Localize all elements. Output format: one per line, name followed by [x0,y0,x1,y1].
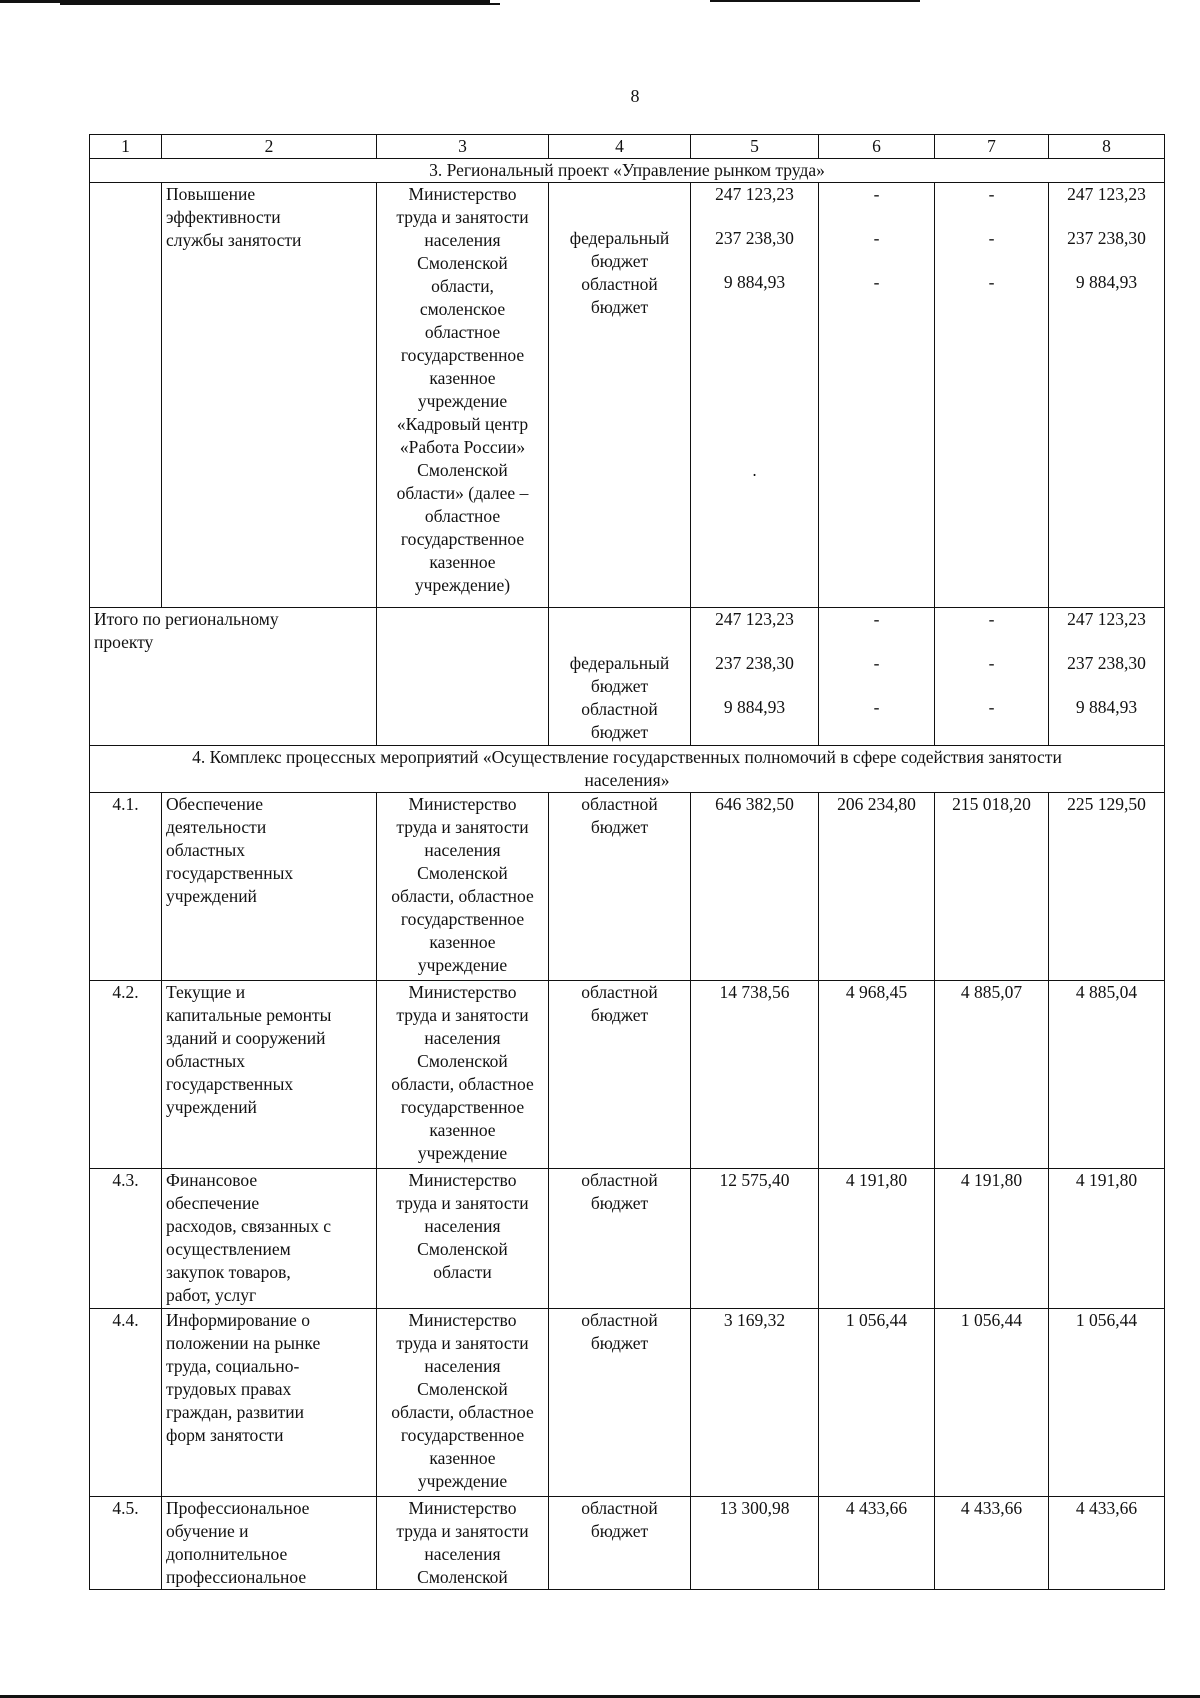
amount-col-7: - - - [935,183,1049,608]
amount-col-5: 247 123,23 237 238,30 9 884,93 [691,608,819,746]
executor: Министерство труда и занятости населения Смоленской области, областное государственное казенное учреждение [377,1309,549,1497]
amount-col-6: - - - [819,183,935,608]
amount-col-7: 215 018,20 [935,793,1049,981]
table-row [90,1497,1165,1590]
row-number [90,183,162,608]
scan-edge-top [0,0,1200,6]
funding-source: областной бюджет [549,1169,691,1309]
header-row [90,135,1165,159]
section-4-title: 4. Комплекс процессных мероприятий «Осуществление государственных полномочий в сфере содействия занятости населения» [90,746,1165,793]
section-4-title-row [90,746,1165,793]
amount-col-8: 247 123,23 237 238,30 9 884,93 [1049,183,1165,608]
executor: Министерство труда и занятости населения Смоленской области, смоленское областное государственное казенное учреждение «Кадровый центр «Работа России» Смоленской области» (далее – областное государственное казенное учреждение) [377,183,549,608]
scan-edge-bottom [0,1692,1200,1698]
funding-source: областной бюджет [549,981,691,1169]
measure-name: Финансовое обеспечение расходов, связанных с осуществлением закупок товаров, работ, услуг [162,1169,377,1309]
header-col-5: 5 [691,135,819,159]
amount-col-7: 4 433,66 [935,1497,1049,1590]
budget-table [89,134,1165,1590]
amount-col-8: 1 056,44 [1049,1309,1165,1497]
row-number: 4.1. [90,793,162,981]
funding-source: федеральный бюджет областной бюджет [549,608,691,746]
amount-col-6: 4 968,45 [819,981,935,1169]
header-col-7: 7 [935,135,1049,159]
amount-col-8: 225 129,50 [1049,793,1165,981]
amount-col-8: 4 191,80 [1049,1169,1165,1309]
executor: Министерство труда и занятости населения Смоленской области, областное государственное казенное учреждение [377,793,549,981]
measure-name: Информирование о положении на рынке труда, социально- трудовых правах граждан, развитии форм занятости [162,1309,377,1497]
amount-col-8: 4 433,66 [1049,1497,1165,1590]
header-col-8: 8 [1049,135,1165,159]
amount-col-5: 12 575,40 [691,1169,819,1309]
measure-name: Повышение эффективности службы занятости [162,183,377,608]
header-col-6: 6 [819,135,935,159]
amount-col-5: 3 169,32 [691,1309,819,1497]
amount-col-7: 4 191,80 [935,1169,1049,1309]
header-col-1: 1 [90,135,162,159]
row-number: 4.3. [90,1169,162,1309]
amount-col-5: 13 300,98 [691,1497,819,1590]
amount-col-7: 4 885,07 [935,981,1049,1169]
table-row [90,793,1165,981]
funding-source: областной бюджет [549,793,691,981]
funding-source: областной бюджет [549,1497,691,1590]
row-number: 4.2. [90,981,162,1169]
amount-col-6: - - - [819,608,935,746]
row-number: 4.5. [90,1497,162,1590]
header-col-2: 2 [162,135,377,159]
stray-mark: · [751,465,758,485]
amount-col-6: 1 056,44 [819,1309,935,1497]
amount-col-5: 247 123,23 237 238,30 9 884,93 · [691,183,819,608]
measure-name: Текущие и капитальные ремонты зданий и сооружений областных государственных учреждений [162,981,377,1169]
header-col-3: 3 [377,135,549,159]
amount-col-8: 4 885,04 [1049,981,1165,1169]
executor: Министерство труда и занятости населения Смоленской области, областное государственное казенное учреждение [377,981,549,1169]
executor [377,608,549,746]
table-row [90,183,1165,608]
amount-col-6: 4 433,66 [819,1497,935,1590]
amount-col-7: - - - [935,608,1049,746]
amount-col-6: 4 191,80 [819,1169,935,1309]
header-col-4: 4 [549,135,691,159]
table-row [90,1309,1165,1497]
subtotal-row [90,608,1165,746]
executor: Министерство труда и занятости населения Смоленской [377,1497,549,1590]
page-number: 8 [630,86,640,106]
section-3-title: 3. Региональный проект «Управление рынком труда» [90,159,1165,183]
executor: Министерство труда и занятости населения Смоленской области [377,1169,549,1309]
amount-col-6: 206 234,80 [819,793,935,981]
subtotal-label: Итого по региональному проекту [90,608,377,746]
table-row [90,981,1165,1169]
section-3-title-row [90,159,1165,183]
amount-col-5: 14 738,56 [691,981,819,1169]
row-number: 4.4. [90,1309,162,1497]
measure-name: Обеспечение деятельности областных государственных учреждений [162,793,377,981]
funding-source: областной бюджет [549,1309,691,1497]
table-row [90,1169,1165,1309]
amount-col-5: 646 382,50 [691,793,819,981]
funding-source: федеральный бюджет областной бюджет [549,183,691,608]
amount-col-7: 1 056,44 [935,1309,1049,1497]
amount-col-8: 247 123,23 237 238,30 9 884,93 [1049,608,1165,746]
measure-name: Профессиональное обучение и дополнительное профессиональное [162,1497,377,1590]
